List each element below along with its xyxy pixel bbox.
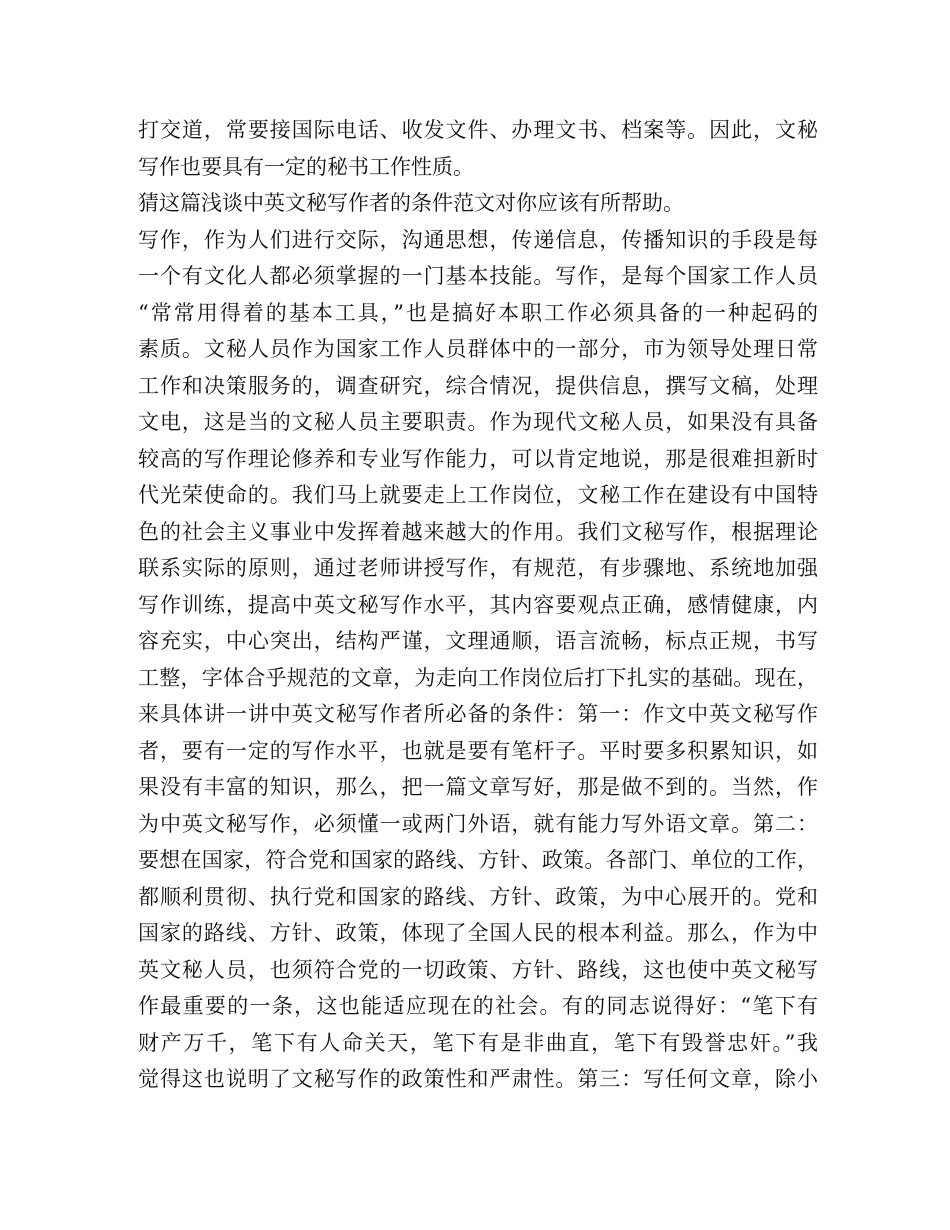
text-line: 工整，字体合乎规范的文章，为走向工作岗位后打下扎实的基础。现在， xyxy=(138,665,818,690)
text-line: 一个有文化人都必须掌握的一门基本技能。写作，是每个国家工作人员 xyxy=(138,264,818,288)
text-line: 联系实际的原则，通过老师讲授写作，有规范，有步骤地、系统地加强 xyxy=(138,556,818,580)
text-line: 作最重要的一条，这也能适应现在的社会。有的同志说得好：“笔下有 xyxy=(138,994,818,1018)
text-line: 觉得这也说明了文秘写作的政策性和严肃性。第三：写任何文章，除小 xyxy=(138,1067,818,1091)
text-line: 国家的路线、方针、政策，体现了全国人民的根本利益。那么，作为中 xyxy=(138,921,818,945)
body-text xyxy=(138,112,818,1098)
text-line: 工作和决策服务的，调查研究，综合情况，提供信息，撰写文稿，处理 xyxy=(138,373,818,398)
text-line: 财产万千，笔下有人命关天，笔下有是非曲直，笔下有毁誉忠奸。”我 xyxy=(138,1030,818,1055)
text-line: 打交道，常要接国际电话、收发文件、办理文书、档案等。因此，文秘 xyxy=(138,118,818,142)
text-line: 英文秘人员，也须符合党的一切政策、方针、路线，这也使中英文秘写 xyxy=(138,957,818,982)
text-line: 代光荣使命的。我们马上就要走上工作岗位，文秘工作在建设有中国特 xyxy=(138,483,818,507)
text-line: 容充实，中心突出，结构严谨，文理通顺，语言流畅，标点正规，书写 xyxy=(138,629,818,653)
text-line: 较高的写作理论修养和专业写作能力，可以肯定地说，那是很难担新时 xyxy=(138,446,818,471)
text-line: 要想在国家，符合党和国家的路线、方针、政策。各部门、单位的工作， xyxy=(138,848,818,872)
text-line: 写作，作为人们进行交际，沟通思想，传递信息，传播知识的手段是每 xyxy=(138,227,818,252)
text-line: 猜这篇浅谈中英文秘写作者的条件范文对你应该有所帮助。 xyxy=(138,191,684,215)
text-line: 写作训练，提高中英文秘写作水平，其内容要观点正确，感情健康，内 xyxy=(138,592,818,617)
text-line: 文电，这是当的文秘人员主要职责。作为现代文秘人员，如果没有具备 xyxy=(138,410,818,434)
text-line: 都顺利贯彻、执行党和国家的路线、方针、政策，为中心展开的。党和 xyxy=(138,884,818,909)
text-line: 为中英文秘写作，必须懂一或两门外语，就有能力写外语文章。第二： xyxy=(138,811,818,836)
text-line: 果没有丰富的知识，那么，把一篇文章写好，那是做不到的。当然，作 xyxy=(138,775,818,799)
text-line: 写作也要具有一定的秘书工作性质。 xyxy=(138,154,474,179)
text-line: “常常用得着的基本工具，”也是搞好本职工作必须具备的一种起码的 xyxy=(138,300,818,325)
text-line: 来具体讲一讲中英文秘写作者所必备的条件：第一：作文中英文秘写作 xyxy=(138,702,818,726)
text-line: 素质。文秘人员作为国家工作人员群体中的一部分，市为领导处理日常 xyxy=(138,337,818,361)
text-line: 者，要有一定的写作水平，也就是要有笔杆子。平时要多积累知识，如 xyxy=(138,738,818,763)
text-line: 色的社会主义事业中发挥着越来越大的作用。我们文秘写作，根据理论 xyxy=(138,519,818,544)
